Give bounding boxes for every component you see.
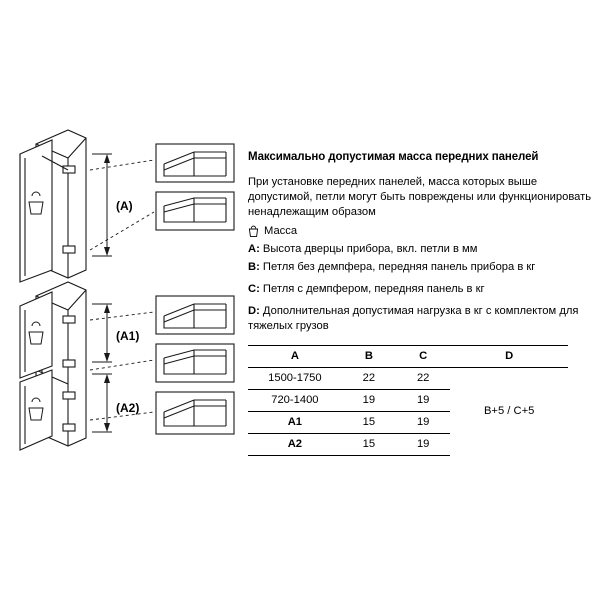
diagram-svg — [8, 120, 240, 460]
legend-key-d: D: — [248, 305, 260, 318]
label-a: (A) — [116, 199, 133, 213]
detail-box-bottom-3 — [156, 392, 234, 434]
cell-a: A2 — [248, 433, 342, 455]
detail-box-bottom-1 — [156, 296, 234, 334]
appliance-diagram — [8, 120, 240, 460]
mass-legend-row — [248, 224, 592, 239]
cell-c: 19 — [396, 389, 450, 411]
legend-item-c — [248, 282, 592, 297]
legend-item-d — [248, 304, 592, 334]
weight-icon — [248, 225, 259, 237]
spec-table — [248, 345, 568, 456]
legend-text-c: Петля с демпфером, передняя панель в кг — [262, 283, 485, 296]
table-header-d: D — [450, 345, 568, 367]
legend-text-d: Дополнительная допустимая нагрузка в кг с комплектом для тяжелых грузов — [248, 305, 579, 333]
table-header-c: C — [396, 345, 450, 367]
legend-item-b — [248, 260, 592, 275]
table-row — [248, 367, 568, 389]
cell-b: 19 — [342, 389, 396, 411]
dimension-a — [92, 154, 112, 256]
cell-b: 22 — [342, 367, 396, 389]
dimension-a1 — [92, 304, 112, 362]
cell-c: 19 — [396, 433, 450, 455]
cell-b: 15 — [342, 433, 396, 455]
cell-a: 1500-1750 — [248, 367, 342, 389]
mass-legend-label: Масса — [264, 224, 298, 237]
bottom-cabinet — [20, 282, 86, 450]
legend-item-a — [248, 242, 592, 257]
cell-b: 15 — [342, 411, 396, 433]
legend-text-a: Высота дверцы прибора, вкл. петли в мм — [262, 242, 478, 255]
label-a2: (A2) — [116, 401, 140, 415]
cell-d-merged: B+5 / C+5 — [483, 405, 535, 418]
cell-a: 720-1400 — [248, 389, 342, 411]
table-header-b: B — [342, 345, 396, 367]
label-a1: (A1) — [116, 329, 140, 343]
intro-paragraph: При установке передних панелей, масса которых выше допустимой, петли могут быть повреждены или функционировать ненадлежащим образом — [248, 175, 592, 218]
legend-key-a: A: — [248, 242, 260, 255]
cell-c: 19 — [396, 411, 450, 433]
page-title: Максимально допустимая масса передних панелей — [248, 151, 539, 163]
table-header-row — [248, 345, 568, 367]
detail-box-top-2 — [156, 192, 234, 230]
legend-key-b: B: — [248, 261, 260, 274]
table-header-a: A — [248, 345, 342, 367]
dimension-a2 — [92, 374, 112, 432]
cell-c: 22 — [396, 367, 450, 389]
legend-key-c: C: — [248, 283, 260, 296]
text-pane — [248, 150, 592, 456]
detail-box-bottom-2 — [156, 344, 234, 382]
legend-list — [248, 242, 592, 335]
detail-box-top-1 — [156, 144, 234, 182]
legend-text-b: Петля без демпфера, передняя панель прибора в кг — [262, 261, 536, 274]
cell-a: A1 — [248, 411, 342, 433]
